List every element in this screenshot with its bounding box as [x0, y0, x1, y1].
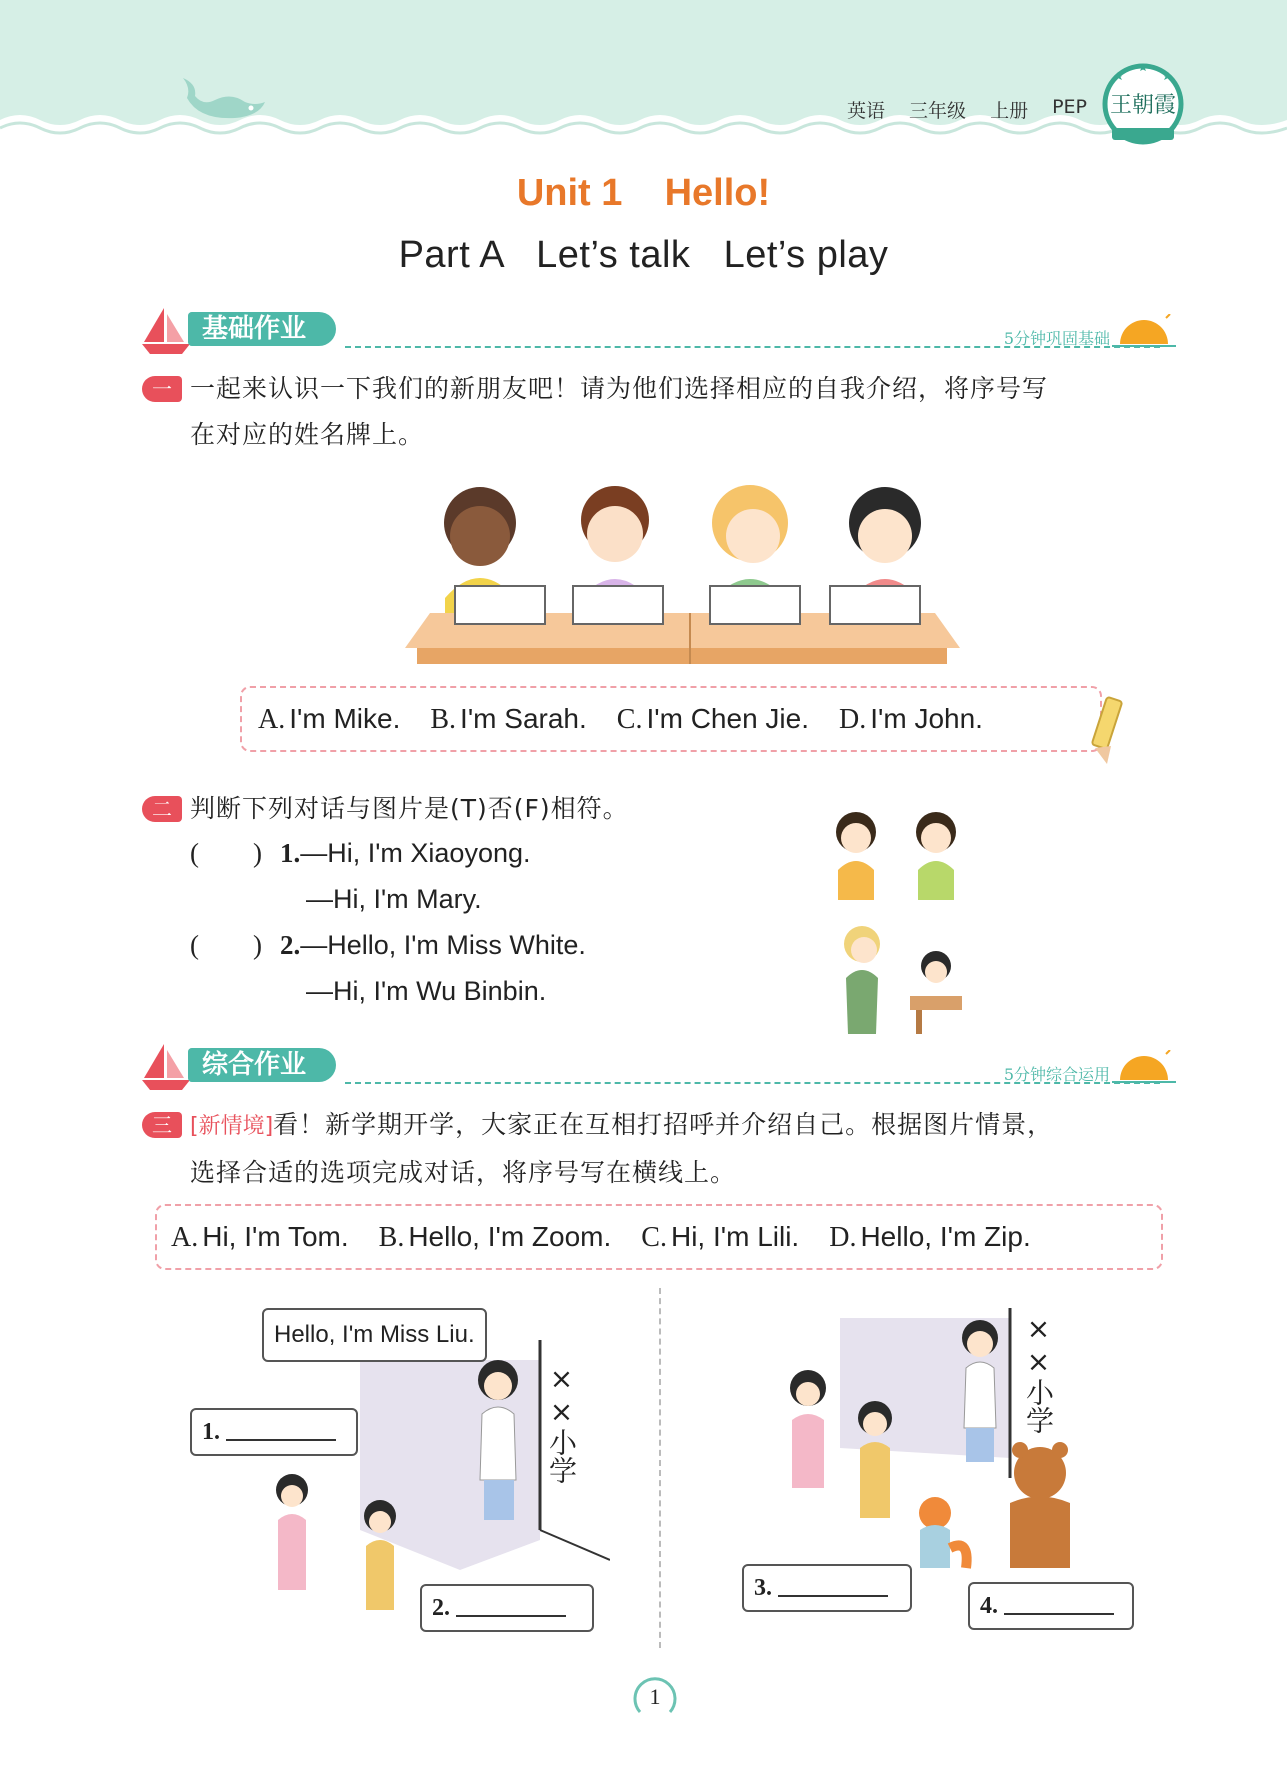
option-d: D. I'm John. [839, 702, 983, 735]
whale-icon [175, 72, 275, 132]
scene-divider [659, 1288, 661, 1648]
sailboat-icon [140, 306, 192, 356]
option-c: C. I'm Chen Jie. [616, 702, 809, 735]
option-b: B. Hello, I'm Zoom. [378, 1220, 612, 1253]
section-comprehensive-note: 5分钟综合运用 [1003, 1065, 1110, 1084]
section-comprehensive-banner [140, 1042, 1180, 1092]
section-basic-label: 基础作业 [188, 312, 336, 346]
answer-bubble-2: 2. [420, 1584, 594, 1632]
option-d: D. Hello, I'm Zip. [829, 1220, 1031, 1253]
grade-label: 三年级 [909, 100, 967, 122]
answer-blank-4[interactable] [1004, 1597, 1114, 1615]
volume-label: 上册 [990, 100, 1029, 122]
question-2-item-2-line-2: —Hi, I'm Wu Binbin. [306, 976, 547, 1006]
answer-bubble-1: 1. [190, 1408, 358, 1456]
two-boys-greeting-illustration [826, 810, 976, 910]
answer-blank-3[interactable] [778, 1579, 888, 1597]
answer-blank-2[interactable] [456, 1599, 566, 1617]
book-info [847, 96, 1087, 123]
brand-text: 王朝霞 [1109, 93, 1177, 118]
question-2-item-1-line-2: —Hi, I'm Mary. [306, 884, 482, 914]
school-sign-right: ××小学 [1022, 1312, 1055, 1434]
question-1-options [240, 686, 1102, 752]
brand-logo [1100, 58, 1186, 150]
question-1-badge: 一 [142, 376, 182, 402]
question-3-line-2: 选择合适的选项完成对话，将序号写在横线上。 [190, 1158, 737, 1187]
school-sign-left: ××小学 [545, 1362, 578, 1484]
question-2-item-2-line-1: ( ) 2.—Hello, I'm Miss White. [190, 930, 586, 960]
option-c: C. Hi, I'm Lili. [641, 1220, 800, 1253]
question-3-text [190, 1102, 1190, 1196]
edition-label: PEP [1052, 96, 1087, 118]
section-basic-banner [140, 306, 1180, 356]
answer-bubble-3: 3. [742, 1564, 912, 1612]
subject-label: 英语 [847, 100, 886, 122]
page-number: 1 [649, 1684, 661, 1709]
question-3-options [155, 1204, 1163, 1270]
sun-icon [1112, 1050, 1176, 1086]
question-3-badge: 三 [142, 1112, 182, 1138]
sailboat-icon [140, 1042, 192, 1092]
section-comprehensive-label: 综合作业 [188, 1048, 336, 1082]
sun-icon [1112, 314, 1176, 350]
question-3-line-1: [新情境]看！新学期开学，大家正在互相打招呼并介绍自己。根据图片情景， [190, 1110, 1054, 1139]
question-2-item-1-line-1: ( ) 1.—Hi, I'm Xiaoyong. [190, 838, 531, 868]
question-2-text: 判断下列对话与图片是(T)否(F)相符。 [190, 794, 629, 823]
pencil-icon [1085, 690, 1127, 766]
teacher-and-student-illustration [826, 922, 966, 1038]
option-a: A. I'm Mike. [258, 702, 401, 735]
unit-title: Unit 1 Hello! [516, 172, 771, 214]
option-a: A. Hi, I'm Tom. [171, 1220, 349, 1253]
teacher-speech-bubble: Hello, I'm Miss Liu. [262, 1308, 487, 1362]
answer-blank-1[interactable] [226, 1423, 336, 1441]
part-title: Part A Let’s talk Let’s play [398, 234, 889, 276]
section-basic-note: 5分钟巩固基础 [1003, 329, 1110, 348]
new-context-tag: [新情境] [190, 1114, 274, 1139]
question-2-badge: 二 [142, 796, 182, 822]
question-1-line-2: 在对应的姓名牌上。 [190, 420, 425, 449]
option-b: B. I'm Sarah. [430, 702, 587, 735]
question-1-line-1: 一起来认识一下我们的新朋友吧！请为他们选择相应的自我介绍，将序号写 [190, 374, 1049, 403]
question-1-text [190, 366, 1190, 458]
answer-bubble-4: 4. [968, 1582, 1134, 1630]
four-children-at-desks-illustration [405, 468, 960, 668]
